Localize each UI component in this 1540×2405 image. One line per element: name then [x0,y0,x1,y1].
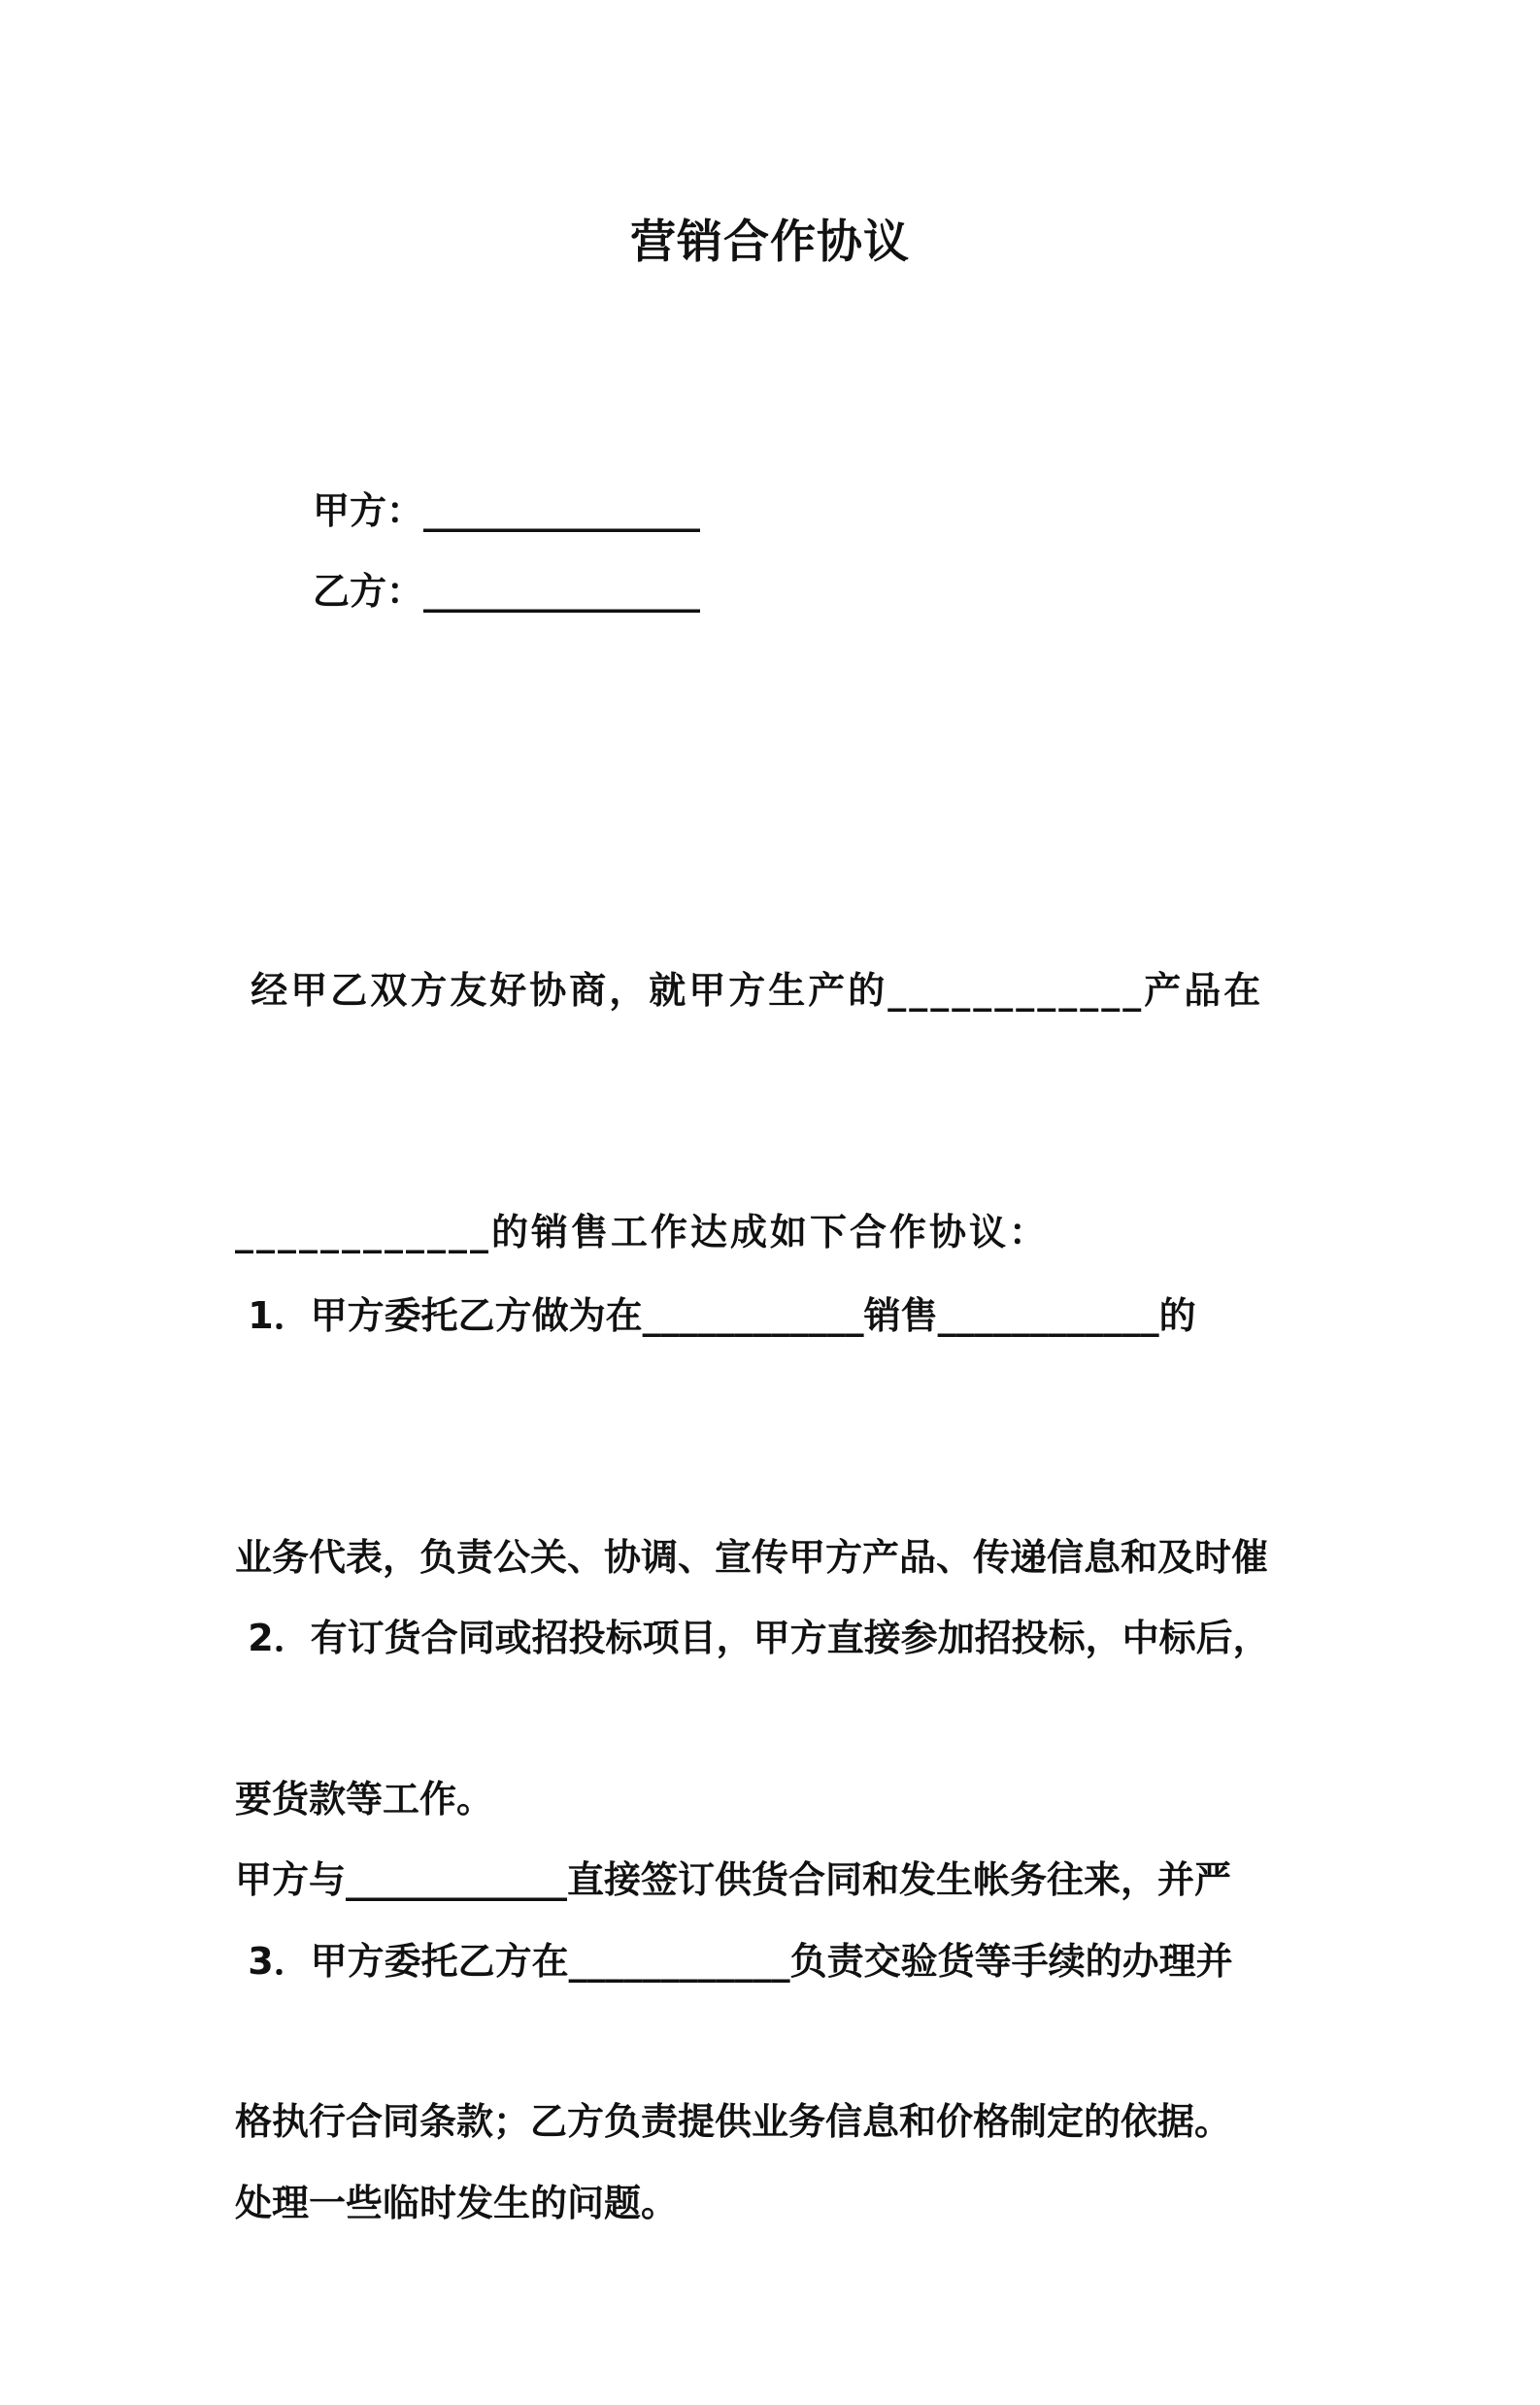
clause-1-line-1: 1．甲方委托乙方做为在____________销售____________的 [235,1294,1196,1337]
party-b-line: 乙方：_______________ [313,570,701,613]
clause-1-line-3: 要货款等工作。 [235,1778,494,1820]
clause-3-line-1: 3．甲方委托乙方在____________负责交验货等手续的办理并 [235,1940,1233,1983]
clause-2-line-3: 格执行合同条款；乙方负责提供业务信息和价格制定的依据。 [235,2100,1232,2143]
clause-1-line-2: 业务代表，负责公关、协调、宣传甲方产品、传递信息和及时催 [235,1536,1269,1579]
clause-3-line-2: 处理一些临时发生的问题。 [235,2182,679,2224]
intro-line-1: 经甲乙双方友好协商，就甲方生产的____________产品在 [235,969,1264,1012]
clause-3 [235,1760,1315,2405]
clause-2-line-2: 甲方与____________直接签订供货合同和发生帐务往来，并严 [235,1858,1232,1901]
clause-2-line-1: 2．有订货合同或招投标项目，甲方直接参加招投标，中标后， [235,1617,1270,1659]
party-a-line: 甲方：_______________ [313,489,701,532]
intro-line-2: ____________的销售工作达成如下合作协议： [235,1211,1050,1253]
document-title: 营销合作协议 [630,216,910,269]
